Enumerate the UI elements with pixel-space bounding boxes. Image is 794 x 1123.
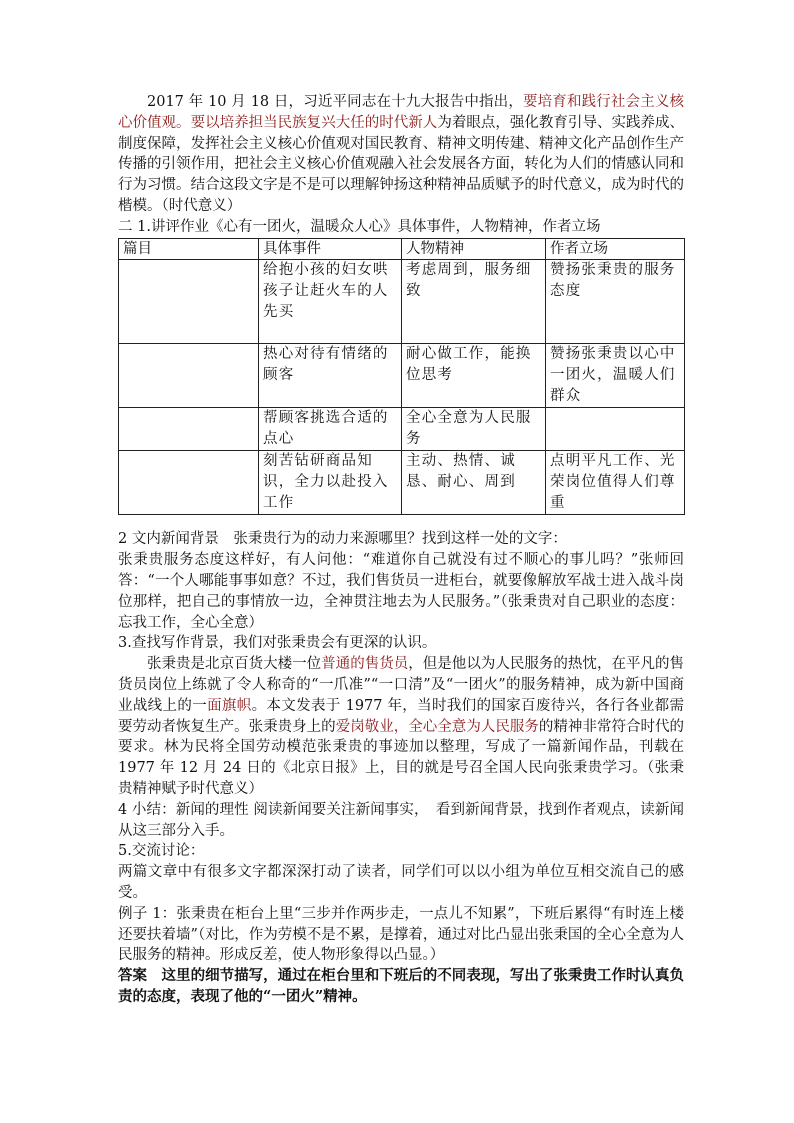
table-cell: 全心全意为人民服务: [402, 408, 546, 451]
table-cell: 主动、热情、诚恳、耐心、周到: [402, 451, 546, 515]
document-page: [118, 92, 684, 1008]
table-header: 人物精神: [402, 238, 546, 260]
section-title: 二 1.讲评作业《心有一团火，温暖众人心》具体事件，人物精神，作者立场: [118, 218, 601, 235]
table-row: [119, 408, 685, 451]
table-cell: 给抱小孩的妇女哄孩子让赶火车的人先买: [259, 260, 402, 344]
intro-text: 2017 年 10 月 18 日，习近平同志在十九大报告中指出，: [147, 94, 523, 110]
table-cell: 帮顾客挑选合适的点心: [259, 408, 402, 451]
table-cell: [119, 408, 259, 451]
answer-text: 答案 这里的细节描写，通过在柜台里和下班后的不同表现，写出了张秉贵工作时认真负责的态度，表现了他的“一团火”精神。: [118, 967, 684, 1005]
question-5-title: 5.交流讨论：: [118, 843, 205, 860]
table-cell: 赞扬张秉贵的服务态度: [546, 260, 685, 344]
table-cell: 点明平凡工作、光荣岗位值得人们尊重: [546, 451, 685, 515]
table-cell: 耐心做工作，能换位思考: [402, 344, 546, 408]
intro-paragraph: [118, 92, 684, 217]
summary-text: 4 小结：新闻的理性 阅读新闻要关注新闻事实， 看到新闻背景，找到作者观点，读新闻从这三部分入手。: [118, 801, 684, 839]
body-text: 的精神非常符合时代的要求。林为民将全国劳动模范张秉贵的事迹加以整理，写成了一篇新闻作品，刊载在 1977 年 12 月 24 日的《北京日报》上，目的就是号召全国人民向张秉贵学习。（张秉贵精神赋予时代意义）: [118, 718, 685, 797]
highlight-text: 面旗帜: [207, 697, 252, 714]
question-3-title: 3.查找写作背景，我们对张秉贵会有更深的认识。: [118, 635, 437, 652]
table-cell: 刻苦钻研商品知识，全力以赴投入工作: [259, 451, 402, 515]
table-row: [119, 260, 685, 344]
example-text: 例子 1：张秉贵在柜台上里“三步并作两步走，一点儿不知累”，下班后累得“有时连上楼还要扶着墙”（对比，作为劳模不是不累，是撑着，通过对比凸显出张秉国的全心全意为人民服务的精神。形成反差，使人物形象得以凸显。）: [118, 905, 684, 964]
question-2-text: 张秉贵服务态度这样好，有人问他：“难道你自己就没有过不顺心的事儿吗？”张师回答：“一个人哪能事事如意？不过，我们售货员一进柜台，就要像解放军战士进入战斗岗位那样，把自己的事情放一边，全神贯注地去为人民服务。”（张秉贵对自己职业的态度：忘我工作，全心全意）: [118, 552, 684, 631]
question-5-text: 两篇文章中有很多文字都深深打动了读者，同学们可以以小组为单位互相交流自己的感受。: [118, 864, 684, 901]
table-cell: [119, 451, 259, 515]
question-2-title: 2 文内新闻背景 张秉贵行为的动力来源哪里？找到这样一处的文字：: [118, 531, 567, 548]
table-row: [119, 344, 685, 408]
table-cell: 热心对待有情绪的顾客: [259, 344, 402, 408]
body-text: ，但是他以为人民服务的热忱，在平凡的售货员岗位上练就了令人称奇的“一爪准”“一口清”及“一团火”的服务精神，成为新中国商业战线上的一: [118, 656, 685, 714]
table-header: 篇目: [119, 238, 259, 260]
table-cell: 赞扬张秉贵以心中一团火，温暖人们群众: [546, 344, 685, 408]
intro-highlight: 要以培养担当民族复兴大任的时代新人: [190, 114, 438, 131]
table-header: 具体事件: [259, 238, 402, 260]
table-cell: 考虑周到，服务细致: [402, 260, 546, 344]
intro-text: 为着眼点，强化教育引导、实践养成、制度保障，发挥社会主义核心价值观对国民教育、精神文明传建、精神文化产品创作生产传播的引领作用，把社会主义核心价值观融入社会发展各方面，转化为人们的情感认同和行为习惯。结合这段文字是不是可以理解钟扬这种精神品质赋予的时代意义，成为时代的楷模。（时代意义）: [118, 114, 685, 214]
assignment-table: [118, 238, 685, 516]
table-cell: [119, 344, 259, 408]
table-header: 作者立场: [546, 238, 685, 260]
table-row: [119, 451, 685, 515]
table-cell: [546, 408, 685, 451]
highlight-text: 普通的售货员: [321, 656, 409, 673]
intro-highlight: 要培育和践行社会主义核心价值观。: [118, 94, 684, 131]
body-text: 张秉贵是北京百货大楼一位: [147, 656, 322, 673]
highlight-text: 爱岗敬业，全心全意为人民服务: [335, 718, 539, 735]
body-text: 。本文发表于 1977 年，当时我们的国家百废待兴，各行各业都需要劳动者恢复生产。张秉贵身上的: [118, 697, 684, 735]
question-3-text: [118, 654, 684, 800]
table-header-row: [119, 238, 685, 260]
table-cell: [119, 260, 259, 344]
